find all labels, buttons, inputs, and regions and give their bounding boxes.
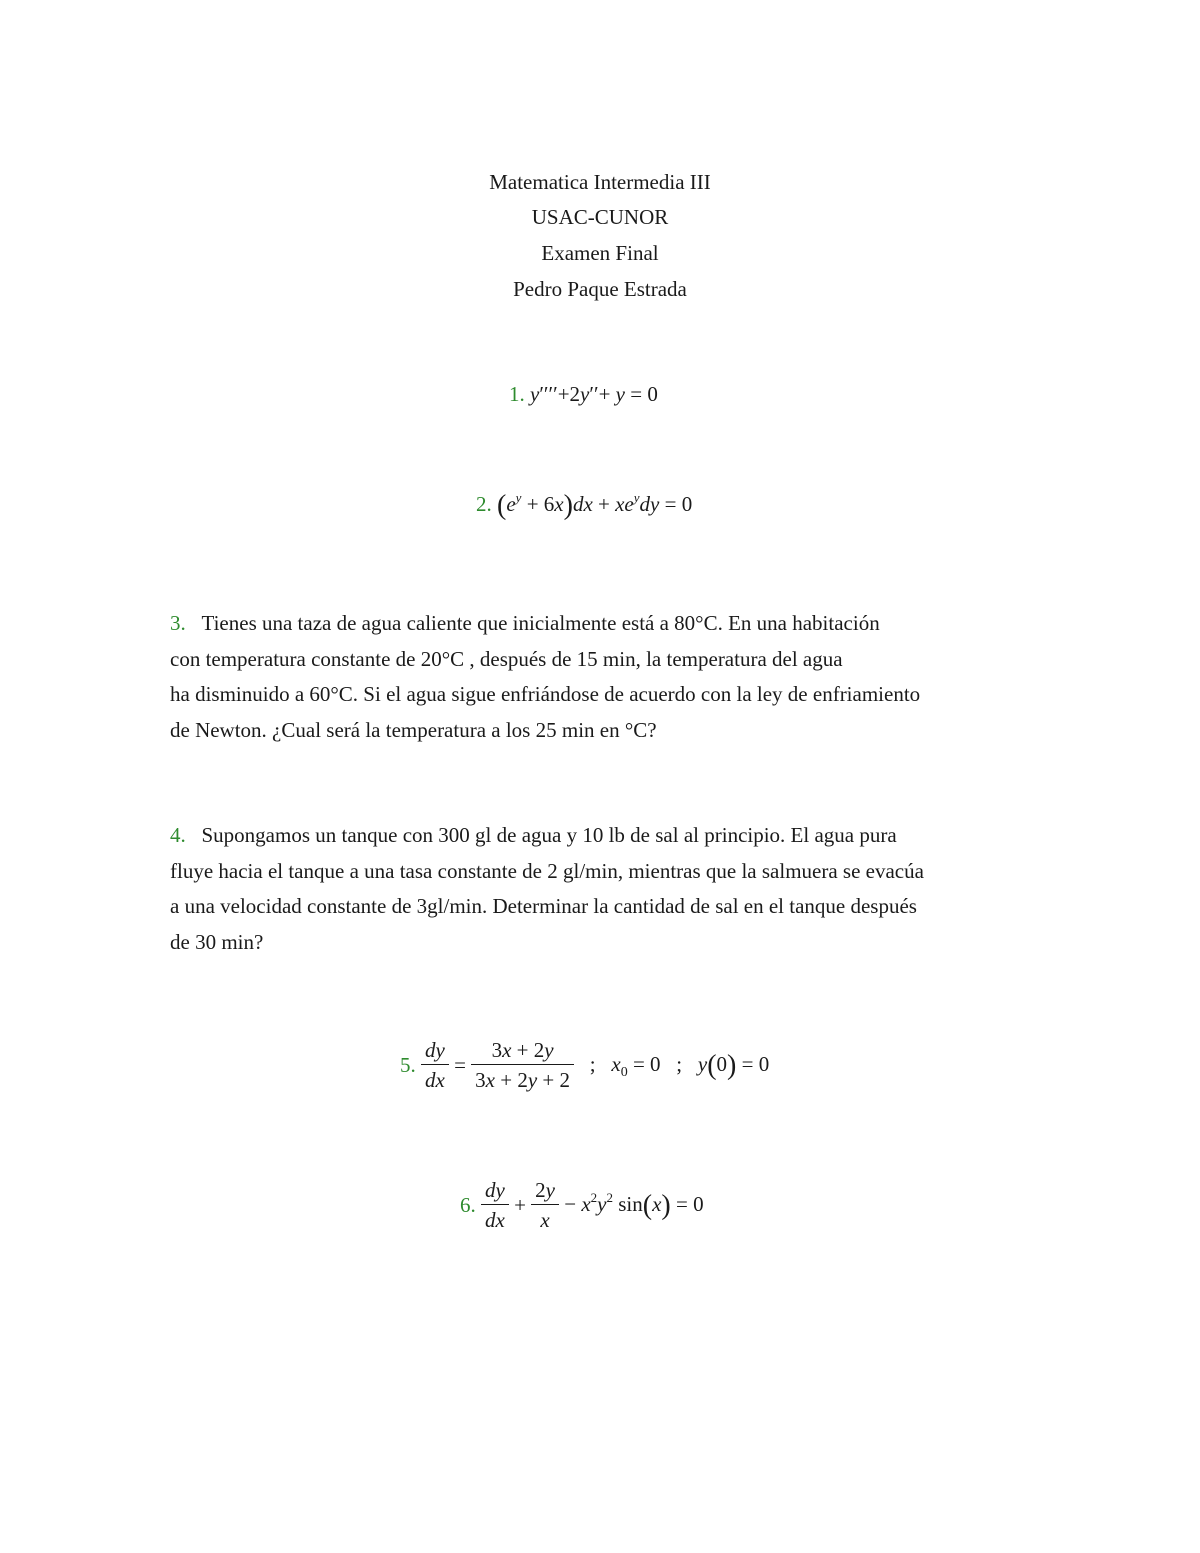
rhs-fraction: $\frac{3x + 2y}{3x + 2y + 2}$ [471, 1036, 574, 1095]
coefficient-fraction: $\frac{2y}{x}$ [531, 1176, 559, 1235]
author-name: Pedro Paque Estrada [513, 277, 687, 301]
problem-5: 5. $\frac{dy}{dx}$ = $\frac{3x + 2y}{3x + 2y + 2}$ ; $x_0 = 0$ ; y(0) = 0 [400, 1036, 769, 1095]
exam-title: Examen Final [541, 241, 659, 265]
derivative-fraction: $\frac{dy}{dx}$ [421, 1036, 449, 1095]
institution: USAC-CUNOR [531, 205, 669, 229]
problem-number: 6. [460, 1193, 476, 1217]
problem-number: 2. [476, 492, 492, 516]
problem-text-line: de 30 min? [170, 929, 264, 954]
problem-6: 6. $\frac{dy}{dx}$ + $\frac{2y}{x}$ − $x^2y^2$ sin(x) = 0 [460, 1176, 704, 1235]
problem-text-line: a una velocidad constante de 3gl/min. Determinar la cantidad de sal en el tanque después [170, 894, 917, 918]
problem-1 [509, 382, 658, 407]
equation: $(e^y + 6x)dx + xe^ydy = 0$ [497, 490, 693, 521]
problem-text-line: fluye hacia el tanque a una tasa constante de 2 gl/min, mientras que la salmuera se evacúa [170, 858, 924, 883]
derivative-fraction: $\frac{dy}{dx}$ [481, 1176, 509, 1235]
problem-2 [476, 490, 692, 522]
equation: y′′′′+2y′′+ y = 0 [530, 382, 658, 406]
problem-text-line: ha disminuido a 60°C. Si el agua sigue enfriándose de acuerdo con la ley de enfriamiento [170, 682, 921, 706]
problem-text-line: Tienes una taza de agua caliente que inicialmente está a 80°C. En una habitación [201, 611, 880, 635]
problem-text-line: con temperatura constante de 20°C , después de 15 min, la temperatura del agua [170, 646, 843, 671]
problem-number: 3. [170, 611, 186, 635]
course-title: Matematica Intermedia III [489, 170, 711, 194]
problem-text-line: Supongamos un tanque con 300 gl de agua y 10 lb de sal al principio. El agua pura [201, 823, 897, 847]
problem-4 [170, 818, 1030, 960]
problem-text-line: de Newton. ¿Cual será la temperatura a los 25 min en °C? [170, 717, 657, 742]
problem-number: 5. [400, 1053, 416, 1077]
problem-number: 1. [509, 382, 525, 406]
problem-number: 4. [170, 823, 186, 847]
problem-3 [170, 606, 1030, 748]
